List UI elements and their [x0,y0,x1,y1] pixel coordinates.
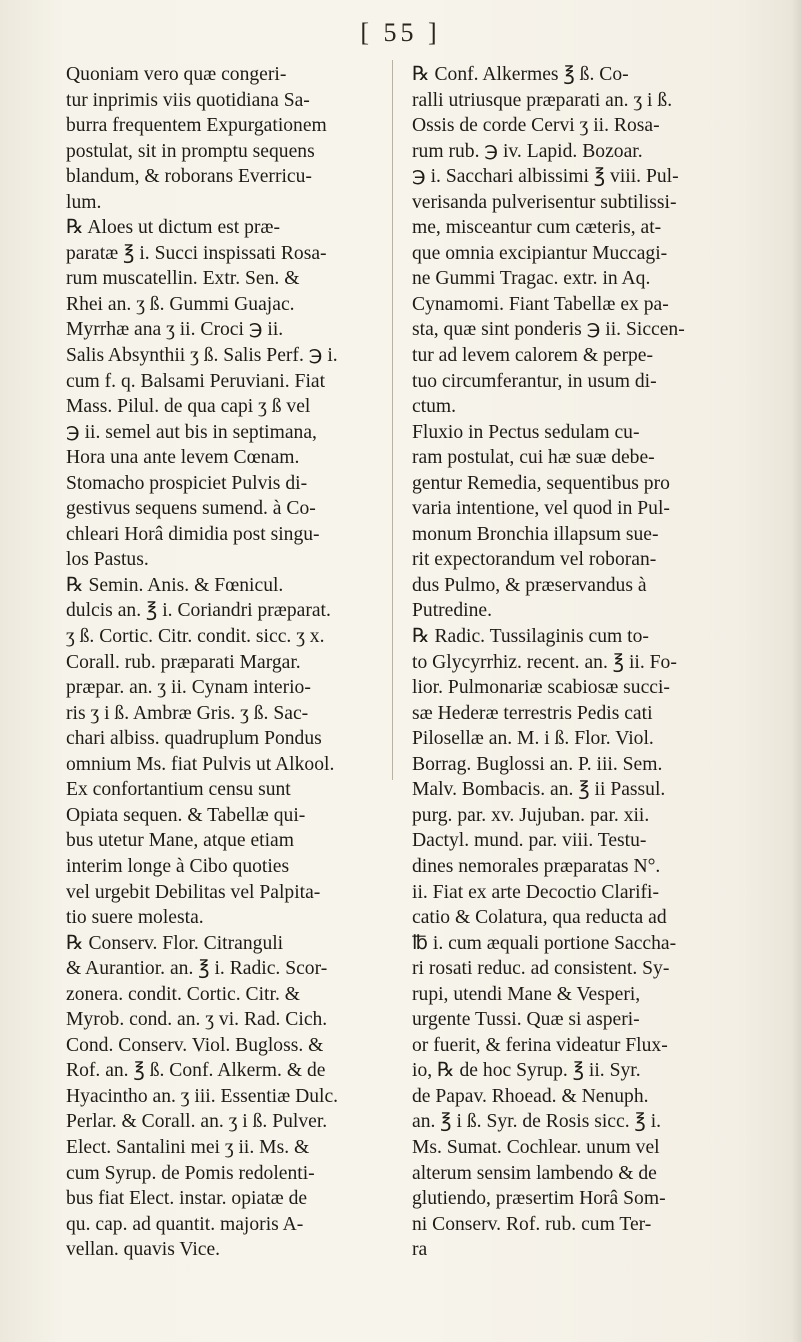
right-column-line: rupi, utendi Mane & Vesperi, [412,983,641,1005]
right-column-line: alterum sensim lambendo & de [412,1162,657,1184]
right-column-line: Putredine. [412,600,492,622]
right-column-line: sæ Hederæ terrestris Pedis cati [412,702,653,724]
right-column-line: ℔ i. cum æquali portione Saccha- [412,932,677,954]
right-column-line: Dactyl. mund. par. viii. Testu- [412,830,647,852]
left-column-line: Stomacho prospiciet Pulvis di- [66,472,308,494]
right-column-line: ralli utriusque præparati an. ʒ i ß. [412,89,673,111]
right-column-line: Ms. Sumat. Cochlear. unum vel [412,1136,660,1158]
left-column-line: bus utetur Mane, atque etiam [66,830,294,852]
right-column-line: me, misceantur cum cæteris, at- [412,217,662,239]
left-column-line: Elect. Santalini mei ʒ ii. Ms. & [66,1136,310,1158]
left-column-line: paratæ ℥ i. Succi inspissati Rosa- [66,242,327,264]
right-column-line: io, ℞ de hoc Syrup. ℥ ii. Syr. [412,1060,641,1082]
left-column-line: Hora una ante levem Cœnam. [66,447,300,469]
right-column-line: gentur Remedia, sequentibus pro [412,472,670,494]
left-column-line: ℞ Aloes ut dictum est præ- [66,217,281,239]
page-number: [ 55 ] [360,18,441,47]
left-column-line: Rhei an. ʒ ß. Gummi Guajac. [66,293,295,315]
left-column-line: cum f. q. Balsami Peruviani. Fiat [66,370,326,392]
right-column-line: ra [412,1239,428,1261]
right-column-line: ni Conserv. Rof. rub. cum Ter- [412,1213,652,1235]
right-column-line: Borrag. Buglossi an. P. iii. Sem. [412,753,663,775]
left-column-line: Quoniam vero quæ congeri- [66,64,287,85]
right-column-line: Malv. Bombacis. an. ℥ ii Passul. [412,779,666,801]
right-column-line: ℞ Conf. Alkermes ℥ ß. Co- [412,64,629,85]
left-column-line: vellan. quavis Vice. [66,1239,221,1261]
right-column [412,62,720,1263]
right-column-line: sta, quæ sint ponderis ℈ ii. Siccen- [412,319,685,341]
left-column-line: Rof. an. ℥ ß. Conf. Alkerm. & de [66,1060,326,1082]
right-column-line: rit expectorandum vel roboran- [412,549,657,571]
right-column-line: verisanda pulverisentur subtilissi- [412,191,677,213]
right-column-line: ctum. [412,396,457,418]
right-column-line: de Papav. Rhoead. & Nenuph. [412,1085,649,1107]
left-column-line: ʒ ß. Cortic. Citr. condit. sicc. ʒ x. [66,626,325,648]
right-column-line: monum Bronchia illapsum sue- [412,523,659,545]
left-column-line: los Pastus. [66,549,149,571]
left-column-line: ℞ Semin. Anis. & Fœnicul. [66,574,284,596]
right-column-line: dines nemorales præparatas N°. [412,855,661,877]
left-column-line: Opiata sequen. & Tabellæ qui- [66,804,306,826]
left-column-line: Hyacintho an. ʒ iii. Essentiæ Dulc. [66,1085,339,1107]
right-column-line: Fluxio in Pectus sedulam cu- [412,421,640,443]
left-column-line: blandum, & roborans Everricu- [66,166,312,188]
left-column-line: ris ʒ i ß. Ambræ Gris. ʒ ß. Sac- [66,702,309,724]
left-column-line: omnium Ms. fiat Pulvis ut Alkool. [66,753,335,775]
right-column-line: an. ℥ i ß. Syr. de Rosis sicc. ℥ i. [412,1111,662,1133]
left-column-line: chleari Horâ dimidia post singu- [66,523,320,545]
left-column [66,62,382,1263]
right-column-line: glutiendo, præsertim Horâ Som- [412,1188,666,1210]
left-column-line: gestivus sequens sumend. à Co- [66,498,316,520]
right-column-line: lior. Pulmonariæ scabiosæ succi- [412,677,670,699]
left-column-line: ℈ ii. semel aut bis in septimana, [66,421,317,443]
left-column-line: cum Syrup. de Pomis redolenti- [66,1162,315,1184]
right-column-line: rum rub. ℈ iv. Lapid. Bozoar. [412,140,643,162]
left-column-line: vel urgebit Debilitas vel Palpita- [66,881,321,903]
left-column-line: tio suere molesta. [66,907,204,929]
right-column-line: catio & Colatura, qua reducta ad [412,907,667,929]
right-column-line: ℈ i. Sacchari albissimi ℥ viii. Pul- [412,166,679,188]
left-column-line: & Aurantior. an. ℥ i. Radic. Scor- [66,958,328,980]
left-column-line: burra frequentem Expurgationem [66,115,327,137]
left-column-line: interim longe à Cibo quoties [66,855,290,877]
left-column-line: lum. [66,191,102,213]
left-column-line: Perlar. & Corall. an. ʒ i ß. Pulver. [66,1111,328,1133]
left-column-line: Cond. Conserv. Viol. Bugloss. & [66,1034,324,1056]
left-column-line: præpar. an. ʒ ii. Cynam interio- [66,677,311,699]
right-column-line: Pilosellæ an. M. i ß. Flor. Viol. [412,728,654,750]
left-column-line: Mass. Pilul. de qua capi ʒ ß vel [66,396,311,418]
right-column-line: or fuerit, & ferina videatur Flux- [412,1034,668,1056]
column-divider [392,60,393,780]
right-column-line: dus Pulmo, & præservandus à [412,574,647,596]
left-column-line: Salis Absynthii ʒ ß. Salis Perf. ℈ i. [66,345,338,367]
page-edge-shadow [791,0,801,1342]
right-column-line: que omnia excipiantur Muccagi- [412,242,668,264]
left-column-line: zonera. condit. Cortic. Citr. & [66,983,300,1005]
left-column-line: Myrob. cond. an. ʒ vi. Rad. Cich. [66,1009,328,1031]
left-column-line: rum muscatellin. Extr. Sen. & [66,268,300,290]
left-column-line: qu. cap. ad quantit. majoris A- [66,1213,304,1235]
left-column-line: chari albiss. quadruplum Pondus [66,728,322,750]
right-column-line: ram postulat, cui hæ suæ debe- [412,447,655,469]
left-column-line: Myrrhæ ana ʒ ii. Croci ℈ ii. [66,319,284,341]
right-column-line: Ossis de corde Cervi ʒ ii. Rosa- [412,115,660,137]
right-column-line: ri rosati reduc. ad consistent. Sy- [412,958,670,980]
right-column-line: urgente Tussi. Quæ si asperi- [412,1009,640,1031]
left-column-line: tur inprimis viis quotidiana Sa- [66,89,310,111]
right-column-line: tur ad levem calorem & perpe- [412,345,653,367]
right-column-line: Cynamomi. Fiant Tabellæ ex pa- [412,293,669,315]
right-column-line: ne Gummi Tragac. extr. in Aq. [412,268,651,290]
right-column-line: varia intentione, vel quod in Pul- [412,498,670,520]
left-column-line: bus fiat Elect. instar. opiatæ de [66,1188,308,1210]
left-column-line: dulcis an. ℥ i. Coriandri præparat. [66,600,331,622]
left-column-line: Corall. rub. præparati Margar. [66,651,301,673]
right-column-line: tuo circumferantur, in usum di- [412,370,657,392]
right-column-line: ii. Fiat ex arte Decoctio Clarifi- [412,881,660,903]
left-column-line: postulat, sit in promptu sequens [66,140,315,162]
right-column-line: ℞ Radic. Tussilaginis cum to- [412,626,649,648]
left-column-line: ℞ Conserv. Flor. Citranguli [66,932,284,954]
right-column-line: purg. par. xv. Jujuban. par. xii. [412,804,650,826]
left-column-line: Ex confortantium censu sunt [66,779,291,801]
right-column-line: to Glycyrrhiz. recent. an. ℥ ii. Fo- [412,651,677,673]
